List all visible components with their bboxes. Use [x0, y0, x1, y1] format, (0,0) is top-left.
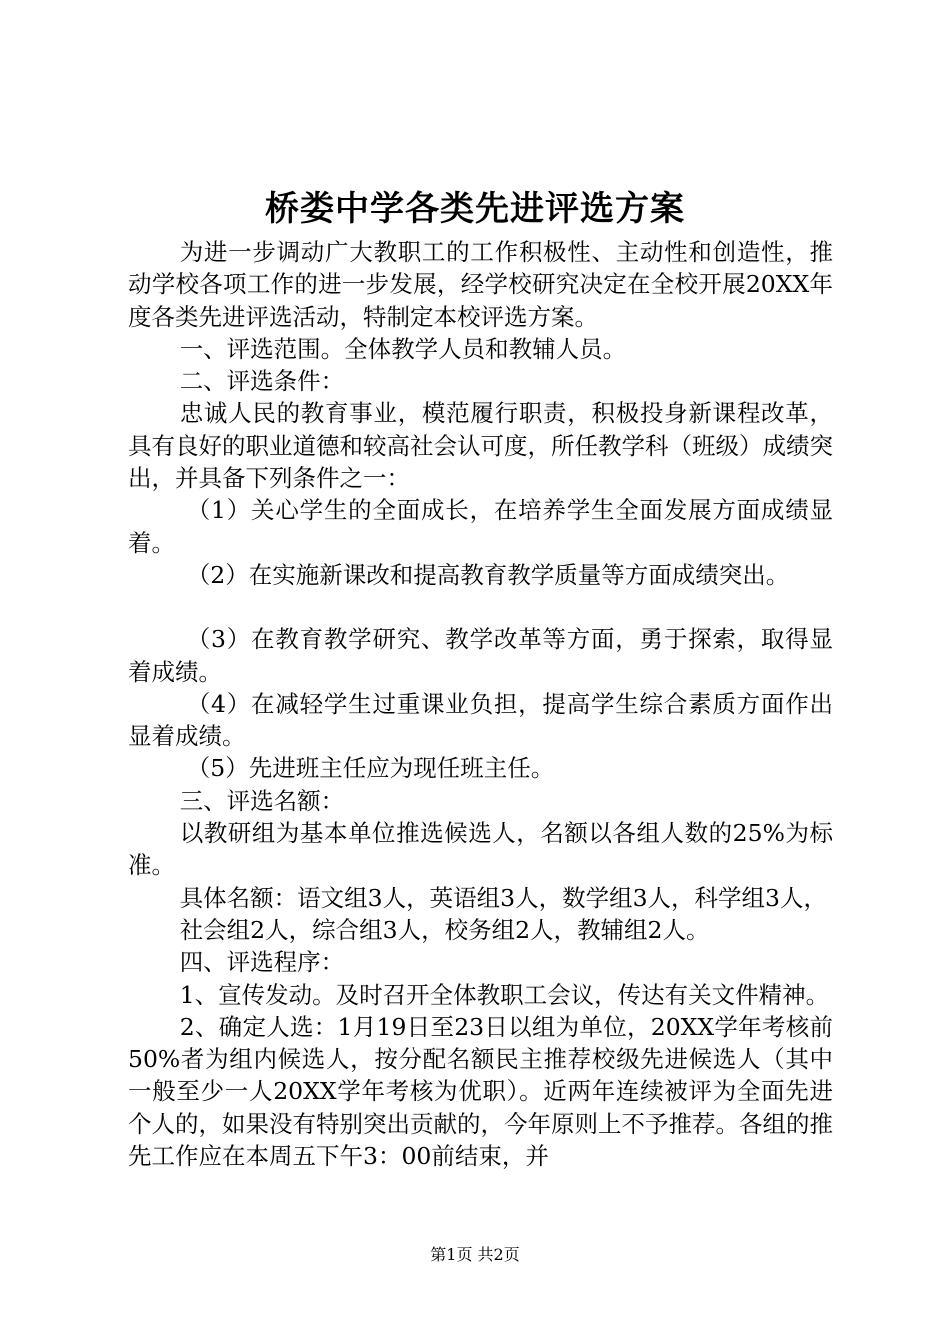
section-scope: 一、评选范围。全体教学人员和教辅人员。: [179, 334, 627, 363]
page-footer: 第1页 共2页: [430, 1245, 520, 1264]
intro-paragraph: 为进一步调动广大教职工的工作积极性、主动性和创造性，推动学校各项工作的进一步发展，经学校研究决定在全校开展20XX年度各类先进评选活动，特制定本校评选方案。: [128, 238, 833, 331]
blank-line: [128, 591, 833, 623]
procedure-step-2: 2、确定人选：1月19日至23日以组为单位，20XX学年考核前50%者为组内候选人，按分配名额民主推荐校级先进候选人（其中一般至少一人20XX学年考核为优职）。近两年连续被评为全面先进个人的，如果没有特别突出贡献的，今年原则上不予推荐。各组的推先工作应在本周五下午3：00前结束，并: [128, 1012, 833, 1171]
section-quota-heading: 三、评选名额：: [179, 786, 345, 815]
quota-detail-2: 社会组2人，综合组3人，校务组2人，教辅组2人。: [179, 915, 710, 944]
conditions-paragraph: 忠诚人民的教育事业，模范履行职责，积极投身新课程改革，具有良好的职业道德和较高社会认可度，所任教学科（班级）成绩突出，并具备下列条件之一：: [128, 399, 833, 493]
procedure-step-1: 1、宣传发动。及时召开全体教职工会议，传达有关文件精神。: [179, 980, 830, 1009]
condition-item-1: （1）关心学生的全面成长，在培养学生全面发展方面成绩显着。: [128, 496, 833, 557]
section-procedure-heading: 四、评选程序：: [179, 948, 345, 977]
quota-paragraph: 以教研组为基本单位推选候选人，名额以各组人数的25%为标准。: [128, 819, 833, 880]
document-title: 桥娄中学各类先进评选方案: [265, 189, 685, 229]
section-conditions-heading: 二、评选条件：: [179, 367, 345, 396]
condition-item-2: （2）在实施新课改和提高教育教学质量等方面成绩突出。: [186, 560, 790, 589]
condition-item-3: （3）在教育教学研究、教学改革等方面，勇于探索，取得显着成绩。: [128, 625, 833, 686]
quota-detail-1: 具体名额：语文组3人，英语组3人，数学组3人，科学组3人，: [179, 883, 827, 912]
document-body: [128, 236, 833, 1172]
condition-item-4: （4）在减轻学生过重课业负担，提高学生综合素质方面作出显着成绩。: [128, 689, 833, 751]
condition-item-5: （5）先进班主任应为现任班主任。: [186, 754, 555, 783]
